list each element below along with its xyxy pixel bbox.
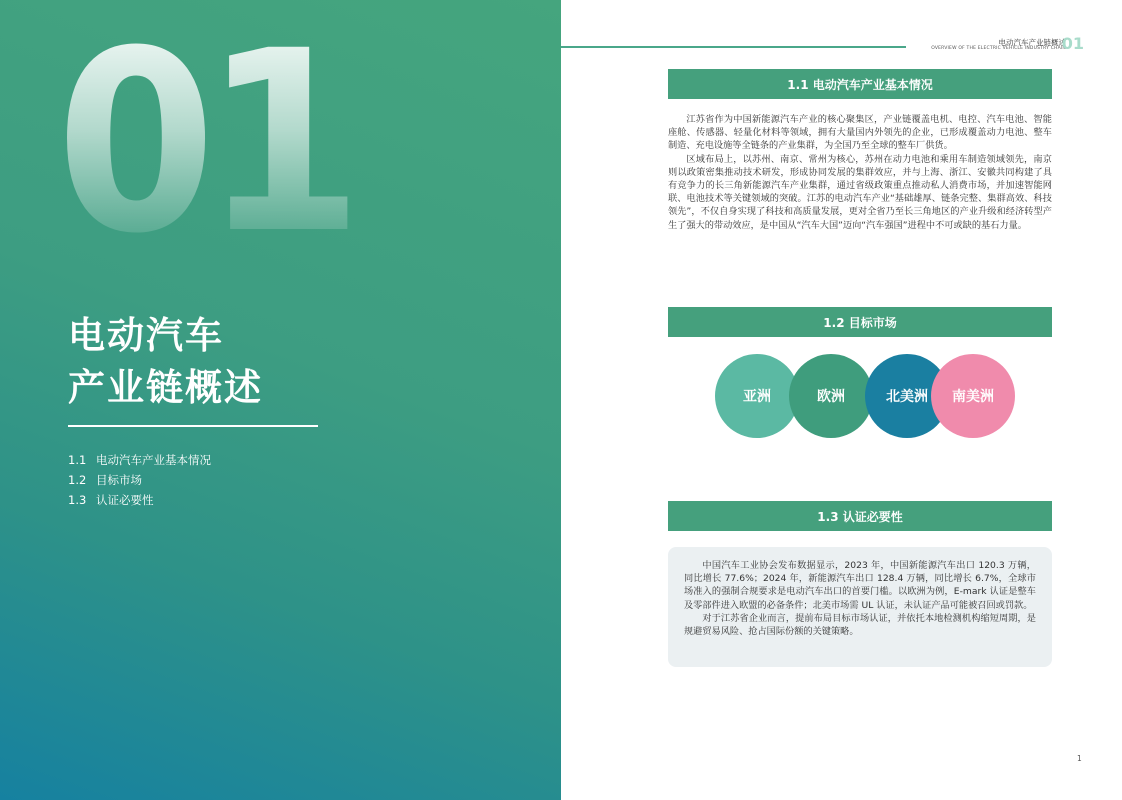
toc-label: 目标市场 [96,473,142,487]
paragraph: 江苏省作为中国新能源汽车产业的核心聚集区，产业链覆盖电机、电控、汽车电池、智能座舱、传感器、轻量化材料等领域，拥有大量国内外领先的企业，已形成覆盖动力电池、整车制造、充电设施等全链条的产业集群，为全国乃至全球的整车厂供货。 [668,114,1052,152]
section-heading-1-3: 1.3 认证必要性 [668,501,1052,531]
market-circle-south-america: 南美洲 [931,354,1015,438]
chapter-title-line1: 电动汽车 [68,314,224,357]
toc-label: 电动汽车产业基本情况 [96,453,211,467]
paragraph: 区域布局上，以苏州、南京、常州为核心，苏州在动力电池和乘用车制造领域领先，南京则以政策密集推动技术研发，形成协同发展的集群效应，并与上海、浙江、安徽共同构建了具有竞争力的长三角新能源汽车产业集群，通过省级政策重点推动私人消费市场，并加速智能网联、电池技术等关键领域的突破。江苏的电动汽车产业“基础雄厚、链条完整、集群高效、科技领先”，不仅自身实现了科技和高质量发展，更对全省乃至长三角地区的产业升级和经济转型产生了强大的带动效应，是中国从“汽车大国”迈向“汽车强国”进程中不可或缺的基石力量。 [668,153,1052,231]
title-divider [68,425,318,427]
section-heading-1-2: 1.2 目标市场 [668,307,1052,337]
paragraph: 对于江苏省企业而言，提前布局目标市场认证，并依托本地检测机构缩短周期，是规避贸易风险、抢占国际份额的关键策略。 [684,612,1036,638]
market-circle-europe: 欧洲 [789,354,873,438]
section-1-1-body [668,113,1052,232]
chapter-title [68,310,263,414]
toc-number: 1.2 [68,473,87,487]
section-heading-1-1: 1.1 电动汽车产业基本情况 [668,69,1052,99]
running-header-number: 01 [1061,34,1084,53]
toc-item-1-2[interactable] [68,470,211,490]
certification-info-box [668,547,1052,667]
header-rule [561,46,906,48]
toc-number: 1.1 [68,453,87,467]
paragraph: 中国汽车工业协会发布数据显示，2023 年，中国新能源汽车出口 120.3 万辆，同比增长 77.6%；2024 年，新能源汽车出口 128.4 万辆，同比增长 6.7%，全球市场准入的强制合规要求是电动汽车出口的首要门槛。以欧洲为例，E-mark 认证是整车及零部件进入欧盟的必备条件；北美市场需 UL 认证，未认证产品可能被召回或罚款。 [684,560,1036,611]
page-number: 1 [1077,754,1082,763]
market-circle-asia: 亚洲 [715,354,799,438]
toc-label: 认证必要性 [96,493,154,507]
running-header-title: 电动汽车产业链概述 [998,38,1066,47]
target-markets-diagram [715,354,1015,438]
toc-number: 1.3 [68,493,87,507]
chapter-number: 01 [56,0,351,288]
toc-item-1-3[interactable] [68,490,211,510]
market-circle-north-america: 北美洲 [865,354,949,438]
chapter-title-line2: 产业链概述 [68,366,263,409]
table-of-contents [68,450,211,510]
running-header-subtitle: OVERVIEW OF THE ELECTRIC VEHICLE INDUSTRY CHAIN [931,46,1066,51]
toc-item-1-1[interactable] [68,450,211,470]
